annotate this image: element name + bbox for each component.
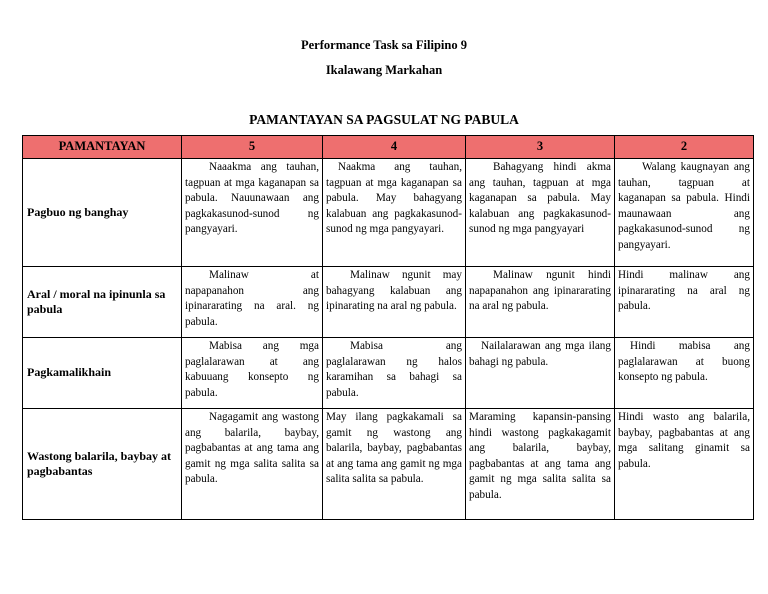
rubric-cell: Malinaw at napapanahon ang ipinararating na aral. ng pabula. xyxy=(182,267,323,338)
column-header-pamantayan: PAMANTAYAN xyxy=(23,136,182,159)
column-header-score-3: 3 xyxy=(466,136,615,159)
table-row xyxy=(23,159,754,267)
rubric-cell: Bahagyang hindi akma ang tauhan, tagpuan at mga kaganapan sa pabula. May kalabuan ang pagkakasunod-sunod ng mga pangyayari xyxy=(466,159,615,267)
rubric-cell: Hindi wasto ang balarila, baybay, pagbabantas at ang mga salitang ginamit sa pabula. xyxy=(615,409,754,520)
rubric-cell: Maraming kapansin-pansing hindi wastong pagkakagamit ang balarila, baybay, pagbabantas at ang tama ang gamit ng mga salita salita sa pabula. xyxy=(466,409,615,520)
column-header-score-2: 2 xyxy=(615,136,754,159)
document-title: Performance Task sa Filipino 9 xyxy=(301,38,467,52)
table-row xyxy=(23,409,754,520)
rubric-cell: Mabisa ang mga paglalarawan at ang kabuuang konsepto ng pabula. xyxy=(182,338,323,409)
table-row xyxy=(23,338,754,409)
table-header-row xyxy=(23,136,754,159)
rubric-cell: Hindi mabisa ang paglalarawan at buong konsepto ng pabula. xyxy=(615,338,754,409)
criterion-cell: Pagbuo ng banghay xyxy=(23,159,182,267)
criterion-cell: Wastong balarila, baybay at pagbabantas xyxy=(23,409,182,520)
rubric-cell: Walang kaugnayan ang tauhan, tagpuan at kaganapan sa pabula. Hindi maunawaan ang pagkakasunod-sunod ng pangyayari. xyxy=(615,159,754,267)
rubric-cell: Mabisa ang paglalarawan ng halos karamihan sa bahagi sa pabula. xyxy=(323,338,466,409)
rubric-table xyxy=(22,135,754,520)
criterion-cell: Aral / moral na ipinunla sa pabula xyxy=(23,267,182,338)
column-header-score-4: 4 xyxy=(323,136,466,159)
document-subtitle: Ikalawang Markahan xyxy=(325,63,443,77)
rubric-cell: May ilang pagkakamali sa gamit ng wastong ang balarila, baybay, pagbabantas at ang tama ang gamit ng mga salita salita sa pabula. xyxy=(323,409,466,520)
rubric-cell: Malinaw ngunit hindi napapanahon ang ipinararating na aral ng pabula. xyxy=(466,267,615,338)
rubric-cell: Naakma ang tauhan, tagpuan at mga kaganapan sa pabula. May bahagyang kalabuan ang pagkakasunod-sunod ng mga pangyayari. xyxy=(323,159,466,267)
table-row xyxy=(23,267,754,338)
rubric-cell: Hindi malinaw ang ipinararating na aral ng pabula. xyxy=(615,267,754,338)
rubric-cell: Nailalarawan ang mga ilang bahagi ng pabula. xyxy=(466,338,615,409)
rubric-cell: Nagagamit ang wastong ang balarila, baybay, pagbabantas at ang tama ang gamit ng mga salita salita sa pabula. xyxy=(182,409,323,520)
rubric-title: PAMANTAYAN SA PAGSULAT NG PABULA xyxy=(249,112,519,127)
rubric-cell: Malinaw ngunit may bahagyang kalabuan ang ipinarating na aral ng pabula. xyxy=(323,267,466,338)
column-header-score-5: 5 xyxy=(182,136,323,159)
criterion-cell: Pagkamalikhain xyxy=(23,338,182,409)
rubric-cell: Naaakma ang tauhan, tagpuan at mga kaganapan sa pabula. Nauunawaan ang pagkakasunod-sunod ng pangyayari. xyxy=(182,159,323,267)
